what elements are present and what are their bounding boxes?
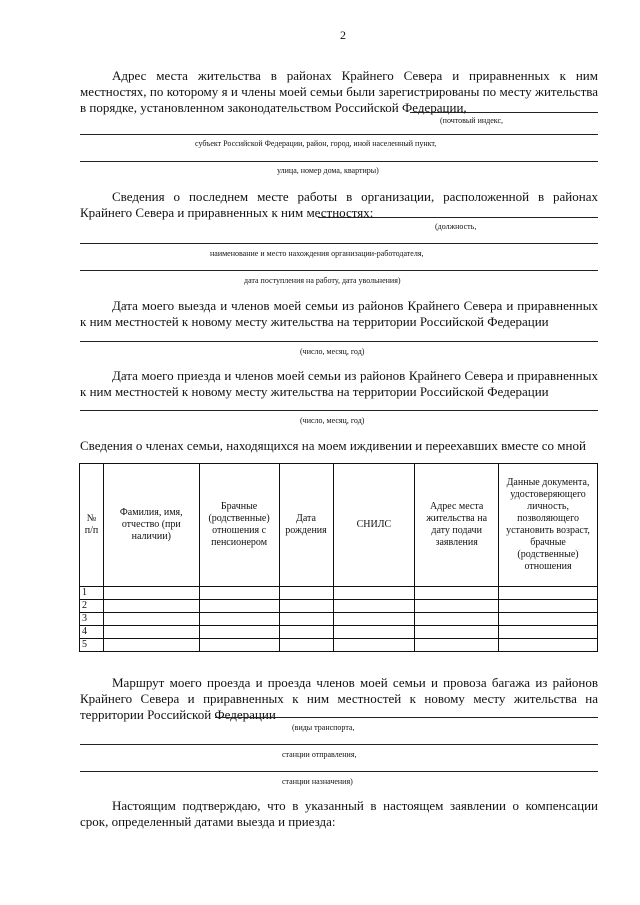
cell-document[interactable] (499, 613, 598, 626)
table-row (80, 626, 598, 639)
row-number: 1 (80, 587, 104, 600)
cell-birthdate[interactable] (279, 613, 333, 626)
departure-paragraph: Дата моего выезда и членов моей семьи из районов Крайнего Севера и приравненных к ним местностей к новому месту жительства на территории Российской Федерации (80, 298, 598, 329)
address-caption-street: улица, номер дома, квартиры) (277, 166, 379, 175)
confirm-paragraph: Настоящим подтверждаю, что в указанный в настоящем заявлении о компенсации срок, определенный датами выезда и приезда: (80, 798, 598, 829)
cell-snils[interactable] (333, 626, 415, 639)
col-header-relationship: Брачные (родственные) отношения с пенсионером (199, 464, 279, 587)
row-number: 5 (80, 639, 104, 652)
cell-birthdate[interactable] (279, 600, 333, 613)
cell-birthdate[interactable] (279, 587, 333, 600)
cell-snils[interactable] (333, 600, 415, 613)
departure-date-field[interactable] (80, 341, 598, 342)
route-paragraph: Маршрут моего проезда и проезда членов моей семьи и провоза багажа из районов Крайнего Севера и приравненных к ним местностей к новому месту жительства на территории Российской Федерации (80, 675, 598, 722)
cell-birthdate[interactable] (279, 626, 333, 639)
route-caption-departure-station: станции отправления, (282, 750, 357, 759)
family-heading: Сведения о членах семьи, находящихся на моем иждивении и переехавших вместе со мной (80, 438, 586, 453)
cell-name[interactable] (103, 613, 199, 626)
col-header-name: Фамилия, имя, отчество (при наличии) (103, 464, 199, 587)
cell-birthdate[interactable] (279, 639, 333, 652)
cell-address[interactable] (415, 639, 499, 652)
cell-name[interactable] (103, 639, 199, 652)
work-field-1[interactable] (318, 217, 598, 218)
col-header-birthdate: Дата рождения (279, 464, 333, 587)
route-caption-arrival-station: станции назначения) (282, 777, 353, 786)
cell-relationship[interactable] (199, 613, 279, 626)
work-caption-dates: дата поступления на работу, дата увольнения) (244, 276, 401, 285)
cell-document[interactable] (499, 600, 598, 613)
page-number: 2 (340, 28, 346, 42)
cell-snils[interactable] (333, 613, 415, 626)
departure-caption: (число, месяц, год) (300, 347, 365, 356)
table-row (80, 600, 598, 613)
work-field-2[interactable] (80, 243, 598, 244)
col-header-number: № п/п (80, 464, 104, 587)
address-caption-postal: (почтовый индекс, (440, 116, 504, 125)
route-field-2[interactable] (80, 744, 598, 745)
cell-relationship[interactable] (199, 626, 279, 639)
work-caption-organization: наименование и место нахождения организации-работодателя, (210, 249, 424, 258)
table-row (80, 587, 598, 600)
cell-address[interactable] (415, 626, 499, 639)
cell-name[interactable] (103, 600, 199, 613)
cell-snils[interactable] (333, 587, 415, 600)
cell-address[interactable] (415, 613, 499, 626)
col-header-address: Адрес места жительства на дату подачи заявления (415, 464, 499, 587)
address-caption-region: субъект Российской Федерации, район, город, иной населенный пункт, (195, 139, 437, 148)
cell-relationship[interactable] (199, 600, 279, 613)
address-field-1[interactable] (410, 112, 598, 113)
route-field-3[interactable] (80, 771, 598, 772)
cell-document[interactable] (499, 639, 598, 652)
work-field-3[interactable] (80, 270, 598, 271)
row-number: 3 (80, 613, 104, 626)
cell-snils[interactable] (333, 639, 415, 652)
col-header-snils: СНИЛС (333, 464, 415, 587)
cell-relationship[interactable] (199, 639, 279, 652)
arrival-date-field[interactable] (80, 410, 598, 411)
table-row (80, 639, 598, 652)
cell-relationship[interactable] (199, 587, 279, 600)
table-row (80, 613, 598, 626)
cell-name[interactable] (103, 587, 199, 600)
cell-name[interactable] (103, 626, 199, 639)
col-header-document: Данные документа, удостоверяющего личность, позволяющего установить возраст, брачные (родственные) отношения (499, 464, 598, 587)
arrival-paragraph: Дата моего приезда и членов моей семьи из районов Крайнего Севера и приравненных к ним местностей к новому месту жительства на территории Российской Федерации (80, 368, 598, 399)
row-number: 4 (80, 626, 104, 639)
cell-document[interactable] (499, 626, 598, 639)
route-caption-transport: (виды транспорта, (292, 723, 355, 732)
cell-address[interactable] (415, 587, 499, 600)
address-field-3[interactable] (80, 161, 598, 162)
work-caption-position: (должность, (435, 222, 477, 231)
address-field-2[interactable] (80, 134, 598, 135)
cell-document[interactable] (499, 587, 598, 600)
arrival-caption: (число, месяц, год) (300, 416, 365, 425)
family-table (79, 463, 598, 652)
work-paragraph: Сведения о последнем месте работы в организации, расположенной в районах Крайнего Севера и приравненных к ним местностях: (80, 189, 598, 220)
cell-address[interactable] (415, 600, 499, 613)
row-number: 2 (80, 600, 104, 613)
route-field-1[interactable] (215, 717, 598, 718)
address-paragraph: Адрес места жительства в районах Крайнего Севера и приравненных к ним местностях, по которому я и члены моей семьи были зарегистрированы по месту жительства в порядке, установленном законодательством Российской Федерации, (80, 68, 598, 115)
